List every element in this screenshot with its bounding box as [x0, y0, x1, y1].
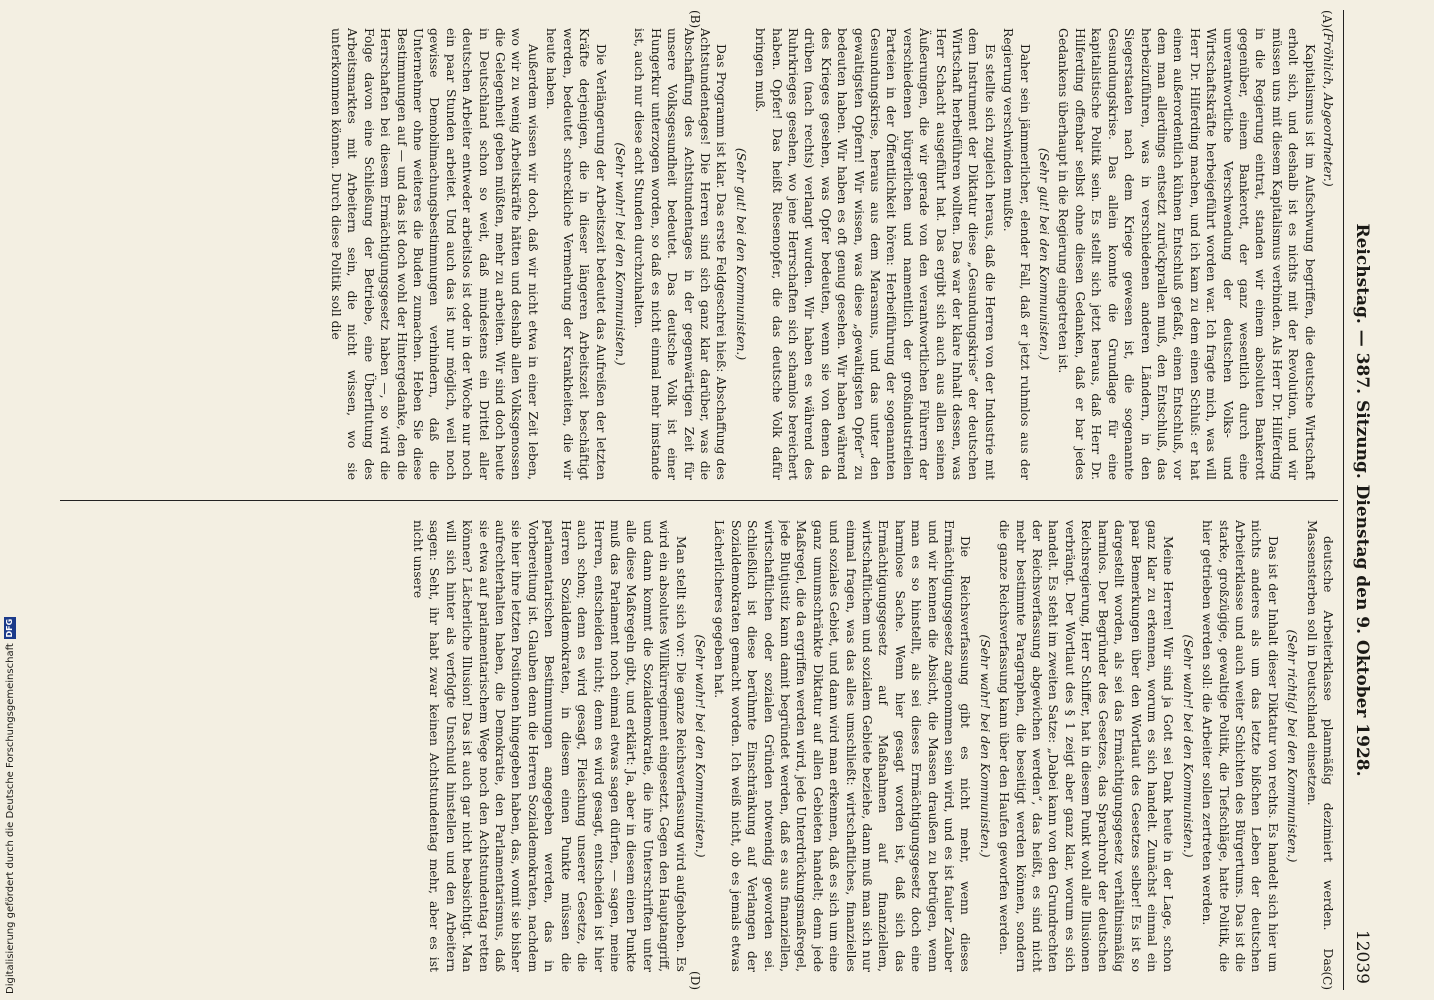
paragraph: Die Verlängerung der Arbeitszeit bedeutet das Aufreißen der letzten Kräfte derjenigen, die in dieser längeren Arbeitszeit beschäftigt werden, bedeutet schreckliche Vermehrung der Krankheiten, die wir heute haben.: [544, 28, 608, 480]
margin-marker-d: (D): [688, 971, 702, 990]
interjection: (Sehr richtig! bei den Kommunisten.): [1285, 629, 1300, 863]
page-number: 12039: [1352, 929, 1372, 984]
footer-credit: [2, 604, 18, 994]
paragraph: Das Programm ist klar. Das erste Feldgeschrei hieß: Abschaffung des Achtstundentages! Die Herren sind sich ganz klar darüber, was die Abschaffung des Achtstundentages in der gegenwärtigen Zeit für unsere Volksgesundheit bedeutet. Das deutsche Volk ist einer Hungerkur unterzogen worden, so daß es nicht einmal mehr imstande ist, auch nur diese acht Stunden durchzuhalten.: [632, 28, 729, 480]
paragraph: Kapitalismus ist im Aufschwung begriffen, die deutsche Wirtschaft erholt sich, und deshalb ist es nichts mit der Revolution, und wir müssen uns mit diesem Kapitalismus verbinden. Als Herr Dr. Hilferding in die Regierung eintrat, standen wir einem absoluten Bankerott gegenüber, einem Bankerott, der ganz wesentlich durch eine unverantwortliche Verschwendung der deutschen Volks- und Wirtschaftskräfte herbeigeführt worden war. Ich fragte mich, was will Herr Dr. Hilferding machen, und ich kam zu dem einen Schluß: er hat einen außerordentlich kühnen Entschluß gefaßt, einen Entschluß, vor dem man allerdings entsetzt zurückprallen muß, den Entschluß, das herbeizuführen, was in verschiedenen anderen Ländern, in den Siegerstaaten nach dem Kriege gewesen ist, die sogenannte Gesundungskrise. Das allein konnte die Grundlage für eine kapitalistische Politik sein. Es stellt sich jetzt heraus, daß Herr Dr. Hilferding offenbar selbst ohne diesen Gedanken, daß er bar jedes Gedankens überhaupt in die Regierung eingetreten ist.: [1056, 28, 1317, 480]
speaker-note: (Fröhlich, Abgeordneter.): [1321, 28, 1335, 187]
right-column: [60, 520, 1336, 972]
paragraph: Es stellte sich zugleich heraus, daß die Herren von der Industrie mit dem Instrument der Diktatur diese „Gesundungskrise“ der deutschen Wirtschaft herbeiführen wollten. Das war der klare Inhalt dessen, was Herr Schacht ausgeführt hat. Das ergibt sich auch aus allen seinen Äußerungen, die wir gerade von den verantwortlichen Führern der verschiedenen bürgerlichen und namentlich der großindustriellen Parteien in der Öffentlichkeit hören: Herbeiführung der sogenannten Gesundungskrise, heraus aus dem Marasmus, und das unter den gewaltigsten Opfern! Wir wissen, was diese „gewaltigsten Opfer“ zu bedeuten haben. Wir haben es oft genug gesehen. Wir haben während des Krieges gesehen, was Opfer bedeuten, wenn sie von denen da drüben (nach rechts) verlangt wurden. Wir haben es während des Ruhrkrieges gesehen, wo jene Herrschaften sich schamlos bereichert haben. Opfer! Das heißt Riesenopfer, die das deutsche Volk dafür bringen muß.: [753, 28, 997, 480]
rotated-page: [52, 10, 1382, 990]
paragraph: Daher sein jämmerlicher, elender Fall, daß er jetzt ruhmlos aus der Regierung verschwinden mußte.: [1001, 28, 1032, 480]
page-header: [1346, 10, 1372, 990]
interjection: (Sehr wahr! bei den Kommunisten.): [612, 142, 627, 366]
paragraph: Man stellt sich vor: Die ganze Reichsverfassung wird aufgehoben. Es wird ein absolutes Willkürregiment eingesetzt. Gegen den Hauptangriff, und dann kommt die Sozialdemokratie, die ihre Unterschriften unter alle diese Maßregeln gibt, und erklärt: Ja, aber in diesem einen Punkte muß das Parlament noch einmal etwas sagen dürfen, — sagen, meine Herren, entscheiden nicht; denn es wird gesagt, entscheiden ist hier auch schon; denn es wird gesagt, Fleischung unserer Gesetze, die Herren Sozialdemokraten, in diesem einen Punkte müssen die parlamentarischen Bestimmungen angegeben werden, das in Vorbereitung ist. Glauben denn die Herren Sozialdemokraten, nachdem sie hier ihre letzten Positionen hingegeben haben, das, womit sie bisher aufrechterhalten haben, die Demokratie, den Parlamentarismus, daß sie etwa auf parlamentarischem Wege noch den Achtstundentag retten können? Lächerliche Illusion! Das ist auch gar nicht beabsichtigt. Man will sich hinter als verfolgte Unschuld hinstellen und den Arbeitern sagen: Seht, ihr habt zwar keinen Achtstundentag mehr, aber es ist nicht unsere: [411, 520, 688, 972]
margin-marker-c: (C): [1320, 971, 1334, 990]
interjection: (Sehr gut! bei den Kommunisten.): [733, 147, 748, 361]
header-rule: [1343, 10, 1344, 990]
interjection: (Sehr gut! bei den Kommunisten.): [1037, 147, 1052, 361]
footer-credit-text: Digitalisierung gefördert durch die Deutsche Forschungsgemeinschaft: [4, 643, 16, 994]
page-title: Reichstag. — 387. Sitzung. Dienstag den 9. Oktober 1928.: [1352, 223, 1372, 777]
paragraph: Die Reichsverfassung gibt es nicht mehr, wenn dieses Ermächtigungsgesetz angenommen sein wird, und es ist fauler Zauber und wir kennen die Absicht, die Massen draußen zu betrügen, wenn man es so hinstellt, als sei dieses Ermächtigungsgesetz doch eine harmlose Sache. Wenn hier gesagt worden ist, daß sich das Ermächtigungsgesetz auf Maßnahmen auf finanziellem, wirtschaftlichem und sozialem Gebiete beziehe, dann muß man sich nur einmal fragen, was das alles umschließt: wirtschaftliches, finanzielles und soziales Gebiet, und dann wird man erkennen, daß es sich um eine ganz umumschränkte Diktatur auf allen Gebieten handelt; denn jede Maßregel, die da ergriffen werden wird, jede Unterdrückungsmaßregel, jede Blutjustiz kann damit begründet werden, daß es aus finanziellen, wirtschaftlichen oder sozialen Gründen notwendig geworden sei. Schließlich ist diese berühmte Einschränkung auf Verlangen der Sozialdemokraten gemacht worden. Ich weiß nicht, ob es jemals etwas Lächerlicheres gegeben hat.: [712, 520, 973, 972]
paragraph: deutsche Arbeiterklasse planmäßig dezimiert werden. Das Massensterben soll in Deutschland einsetzen.: [1304, 520, 1335, 972]
column-divider: [60, 500, 1338, 501]
interjection: (Sehr wahr! bei den Kommunisten.): [977, 634, 992, 858]
footer-credit-inner: [3, 604, 17, 994]
dfg-logo: DFG: [5, 618, 14, 638]
margin-marker-b: (B): [688, 10, 702, 29]
paragraph: Außerdem wissen wir doch, daß wir nicht etwa in einer Zeit leben, wo wir zu wenig Arbeitskräfte hätten und deshalb allen Volksgenossen die Gelegenheit geben müßten, mehr zu arbeiten. Wir sind doch heute in Deutschland schon so weit, daß mindestens ein Drittel aller deutschen Arbeiter entweder arbeitslos ist oder in der Woche nur noch ein paar Stunden arbeitet. Und auch das ist nur möglich, weil noch gewisse Demobilmachungsbestimmungen verhindern, daß die Unternehmer ohne weiteres die Buden zumachen. Heben Sie diese Bestimmungen auf — und das ist doch wohl der Hintergedanke, den die Herrschaften bei diesem Ermächtigungsgesetz haben —, so wird die Folge davon eine Schließung der Betriebe, eine Überflutung des Arbeitsmarktes mit Arbeitern sein, die nicht wissen, wo sie unterkommen können. Durch diese Politik soll die: [329, 28, 540, 480]
left-column: [60, 28, 1336, 480]
interjection: (Sehr wahr! bei den Kommunisten.): [1180, 634, 1195, 858]
paragraph: Meine Herren! Wir sind ja Gott sei Dank heute in der Lage, schon ganz klar zu erkennen, worum es sich handelt. Zunächst einmal ein paar Bemerkungen über den Wortlaut des Gesetzes selber! Es ist so dargestellt worden, als sei das Ermächtigungsgesetz verhältnismäßig harmlos. Der Begründer des Gesetzes, das Sprachrohr der deutschen Reichsregierung, Herr Schiffer, hat in diesem Punkt wohl alle Illusionen verbrängt. Der Wortlaut des § 1 zeigt aber ganz klar, worum es sich handelt. Es steht im zweiten Satze: „Dabei kann von den Grundrechten der Reichsverfassung abgewichen werden“, das heißt, es sind nicht mehr bestimmte Paragraphen, die beseitigt werden können, sondern die ganze Reichsverfassung kann über den Haufen geworfen werden.: [997, 520, 1176, 972]
margin-marker-a: (A): [1320, 10, 1334, 29]
interjection: (Sehr wahr! bei den Kommunisten.): [692, 634, 707, 858]
paragraph: Das ist der Inhalt dieser Diktatur von rechts. Es handelt sich hier um nichts anderes als um das letzte bißchen Leben der deutschen Arbeiterklasse und auch weiter Schichten des Bürgertums. Das ist die starke, großzügige, gewaltige Politik, die Tiefschläge, hatte Politik, die hier getrieben werden soll: die Arbeiter sollen zertreten werden.: [1200, 520, 1280, 972]
